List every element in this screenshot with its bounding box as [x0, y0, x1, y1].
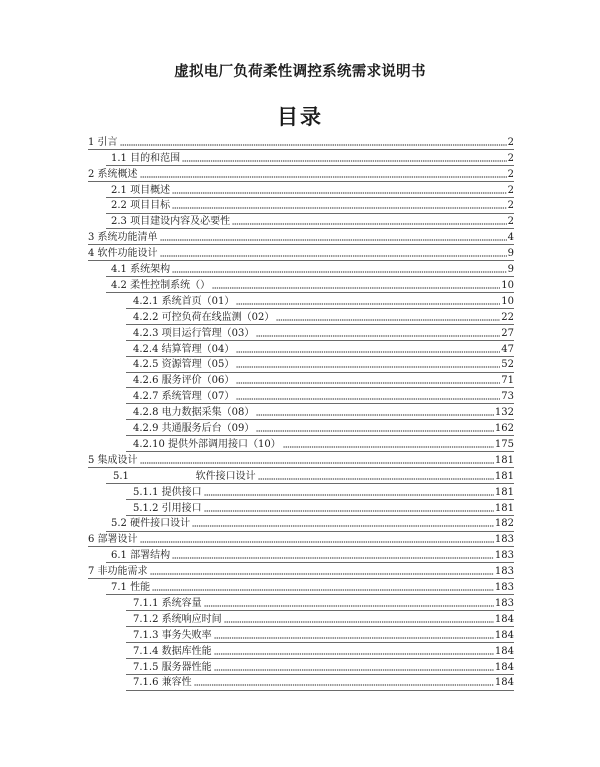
toc-entry-label: 3 系统功能清单	[88, 232, 158, 244]
toc-dot-leader	[232, 223, 507, 225]
toc-entry-page: 2	[507, 200, 514, 212]
toc-entry[interactable]	[113, 467, 514, 483]
toc-dot-leader	[256, 430, 494, 432]
toc-entry[interactable]	[133, 594, 514, 610]
toc-entry-label: 4.2.2 可控负荷在线监测（02）	[133, 311, 275, 323]
toc-entry-label: 7.1.6 兼容性	[133, 677, 192, 689]
toc-entry-page: 181	[494, 470, 514, 482]
toc-entry-page: 162	[494, 423, 514, 435]
toc-dot-leader	[236, 303, 500, 305]
toc-entry-page: 182	[494, 518, 514, 530]
toc-dot-leader	[194, 684, 494, 686]
toc-dot-leader	[256, 414, 494, 416]
toc-entry[interactable]	[133, 642, 514, 658]
toc-entry-label: 7.1.3 事务失败率	[133, 629, 212, 641]
toc-dot-leader	[172, 271, 507, 273]
toc-entry[interactable]	[133, 372, 514, 388]
toc-entry-label: 7.1 性能	[111, 582, 151, 594]
toc-entry[interactable]	[133, 324, 514, 340]
toc-entry-label: 1.1 目的和范围	[111, 152, 181, 164]
toc-entry-label: 7.1.2 系统响应时间	[133, 613, 222, 625]
toc-entry[interactable]	[111, 276, 514, 292]
toc-dot-leader	[204, 494, 494, 496]
toc-entry-page: 71	[501, 375, 514, 387]
toc-dot-leader	[236, 398, 500, 400]
toc-dot-leader	[192, 525, 494, 527]
toc-entry-label: 2 系统概述	[88, 168, 138, 180]
toc-entry[interactable]	[111, 181, 514, 197]
toc-entry-page: 183	[494, 582, 514, 594]
toc-entry-label: 4.2.7 系统管理（07）	[133, 391, 235, 403]
toc-entry-page: 181	[494, 486, 514, 498]
toc-entry[interactable]	[111, 197, 514, 213]
toc-entry-label: 7.1.1 系统容量	[133, 597, 202, 609]
toc-entry-label: 1 引言	[88, 136, 118, 148]
toc-entry-label: 4.2.9 共通服务后台（09）	[133, 423, 255, 435]
toc-entry[interactable]	[111, 578, 514, 594]
toc-entry-page: 2	[507, 136, 514, 148]
toc-entry[interactable]	[133, 403, 514, 419]
toc-entry-page: 52	[501, 359, 514, 371]
toc-dot-leader	[152, 589, 494, 591]
toc-entry[interactable]	[111, 260, 514, 276]
toc-entry-page: 181	[494, 502, 514, 514]
toc-heading: 目录	[277, 104, 323, 129]
toc-dot-leader	[212, 287, 500, 289]
toc-entry[interactable]	[111, 546, 514, 562]
document-title: 虚拟电厂负荷柔性调控系统需求说明书	[174, 63, 426, 80]
toc-dot-leader	[258, 478, 494, 480]
toc-entry[interactable]	[88, 244, 514, 260]
toc-dot-leader	[214, 653, 494, 655]
toc-dot-leader	[140, 462, 494, 464]
toc-underline	[126, 690, 514, 691]
toc-dot-leader	[236, 382, 500, 384]
toc-entry-label: 4.2.10 提供外部调用接口（10）	[133, 438, 281, 450]
toc-entry-page: 22	[501, 311, 514, 323]
toc-entry[interactable]	[133, 626, 514, 642]
toc-entry-page: 184	[494, 629, 514, 641]
toc-dot-leader	[172, 207, 507, 209]
toc-entry-page: 9	[507, 264, 514, 276]
toc-entry[interactable]	[133, 419, 514, 435]
toc-entry-page: 183	[494, 550, 514, 562]
toc-entry-label: 5 集成设计	[88, 454, 138, 466]
toc-entry-page: 2	[507, 152, 514, 164]
toc-entry-page: 132	[494, 407, 514, 419]
toc-entry-label: 5.1 软件接口设计	[113, 470, 256, 482]
toc-entry[interactable]	[133, 499, 514, 515]
toc-dot-leader	[224, 621, 494, 623]
toc-dot-leader	[160, 239, 507, 241]
toc-entry[interactable]	[88, 451, 514, 467]
toc-entry[interactable]	[133, 308, 514, 324]
toc-entry-page: 27	[501, 327, 514, 339]
toc-entry[interactable]	[88, 165, 514, 181]
toc-entry-label: 7 非功能需求	[88, 566, 148, 578]
toc-dot-leader	[120, 144, 507, 146]
toc-dot-leader	[276, 319, 500, 321]
toc-dot-leader	[140, 541, 494, 543]
toc-entry-label: 5.2 硬件接口设计	[111, 518, 191, 530]
toc-entry[interactable]	[133, 387, 514, 403]
toc-entry-label: 7.1.4 数据库性能	[133, 645, 212, 657]
toc-dot-leader	[182, 160, 507, 162]
toc-entry-label: 7.1.5 服务器性能	[133, 661, 212, 673]
toc-entry-page: 183	[494, 566, 514, 578]
toc-entry-page: 184	[494, 645, 514, 657]
toc-entry[interactable]	[133, 292, 514, 308]
toc-entry-label: 2.3 项目建设内容及必要性	[111, 216, 231, 228]
toc-entry[interactable]	[88, 228, 514, 244]
toc-entry[interactable]	[88, 133, 514, 149]
toc-entry-label: 2.1 项目概述	[111, 184, 171, 196]
toc-entry-page: 4	[507, 232, 514, 244]
toc-entry[interactable]	[133, 658, 514, 674]
toc-entry[interactable]	[111, 515, 514, 531]
toc-entry-page: 47	[501, 343, 514, 355]
toc-entry-label: 4.2.5 资源管理（05）	[133, 359, 235, 371]
toc-entry-label: 4.2.8 电力数据采集（08）	[133, 407, 255, 419]
toc-entry-page: 10	[501, 295, 514, 307]
toc-dot-leader	[140, 176, 507, 178]
toc-dot-leader	[204, 510, 494, 512]
toc-entry-page: 10	[501, 279, 514, 291]
toc-entry-page: 2	[507, 168, 514, 180]
toc-entry[interactable]	[133, 340, 514, 356]
toc-dot-leader	[236, 351, 500, 353]
toc-entry[interactable]	[88, 562, 514, 578]
toc-dot-leader	[256, 335, 500, 337]
toc-entry-label: 6.1 部署结构	[111, 550, 171, 562]
toc-entry-page: 175	[494, 438, 514, 450]
toc-dot-leader	[236, 366, 500, 368]
toc-entry-page: 9	[507, 248, 514, 260]
toc-entry[interactable]	[133, 435, 514, 451]
toc-entry-page: 181	[494, 454, 514, 466]
toc-entry[interactable]	[133, 674, 514, 690]
toc-entry-label: 2.2 项目目标	[111, 200, 171, 212]
toc-entry-label: 4.2.1 系统首页（01）	[133, 295, 235, 307]
toc-entry[interactable]	[133, 356, 514, 372]
toc-entry-page: 184	[494, 677, 514, 689]
toc-entry-label: 4.2.6 服务评价（06）	[133, 375, 235, 387]
toc-entry[interactable]	[133, 610, 514, 626]
toc-dot-leader	[172, 192, 507, 194]
toc-entry-page: 184	[494, 661, 514, 673]
toc-entry-label: 5.1.2 引用接口	[133, 502, 202, 514]
toc-entry-label: 4.2 柔性控制系统（）	[111, 279, 211, 291]
toc-entry-page: 183	[494, 534, 514, 546]
toc-dot-leader	[150, 573, 494, 575]
toc-entry[interactable]	[88, 531, 514, 547]
toc-entry[interactable]	[133, 483, 514, 499]
toc-dot-leader	[172, 557, 494, 559]
toc-entry-label: 4.1 系统架构	[111, 264, 171, 276]
toc-entry-page: 183	[494, 597, 514, 609]
toc-entry-label: 6 部署设计	[88, 534, 138, 546]
toc-entry[interactable]	[111, 149, 514, 165]
toc-dot-leader	[283, 446, 494, 448]
toc-entry-label: 4.2.3 项目运行管理（03）	[133, 327, 255, 339]
toc-entry-label: 4 软件功能设计	[88, 248, 158, 260]
toc-entry-label: 4.2.4 结算管理（04）	[133, 343, 235, 355]
toc-dot-leader	[214, 637, 494, 639]
toc-entry-page: 73	[501, 391, 514, 403]
toc-dot-leader	[214, 669, 494, 671]
toc-entry-label: 5.1.1 提供接口	[133, 486, 202, 498]
toc-entry-page: 184	[494, 613, 514, 625]
toc-entry-page: 2	[507, 216, 514, 228]
toc-dot-leader	[204, 605, 494, 607]
toc-entry-page: 2	[507, 184, 514, 196]
toc-entry[interactable]	[111, 213, 514, 229]
toc-dot-leader	[160, 255, 507, 257]
